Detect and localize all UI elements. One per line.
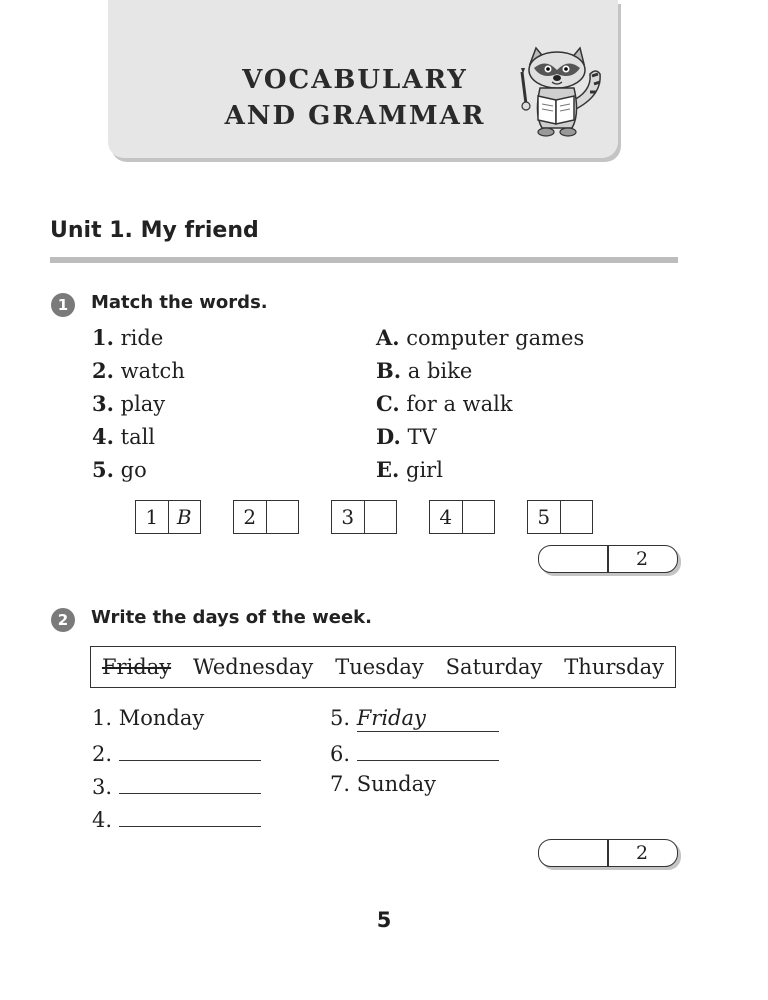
day-item-5: 5. Friday (330, 705, 499, 732)
day-filled-answer[interactable]: Friday (357, 705, 499, 732)
answer-box-1[interactable] (135, 500, 201, 534)
answer-box-input[interactable]: B (168, 501, 201, 533)
answer-box-input[interactable] (462, 501, 495, 533)
day-item-2: 2. (92, 738, 261, 767)
word-bank-item: Saturday (445, 655, 543, 679)
exercise-2-number-badge: 2 (51, 608, 75, 632)
match-left-item: 2. watch (92, 358, 185, 383)
section-title-line-1: VOCABULARY (242, 65, 468, 95)
word-bank-item: Tuesday (335, 655, 424, 679)
answer-box-number: 5 (537, 505, 551, 529)
match-right-item: B. a bike (376, 358, 473, 383)
raccoon-mascot-icon (508, 44, 608, 144)
word-bank-item: Wednesday (192, 655, 314, 679)
exercise-2-instruction: Write the days of the week. (91, 607, 372, 628)
match-right-item: C. for a walk (376, 391, 513, 416)
exercise-1-instruction: Match the words. (91, 292, 268, 313)
answer-box-input[interactable] (560, 501, 593, 533)
answer-box-number: 3 (341, 505, 355, 529)
day-item-3: 3. (92, 771, 261, 800)
answer-box-input[interactable] (266, 501, 299, 533)
day-blank-input[interactable] (119, 771, 261, 794)
day-blank-input[interactable] (119, 804, 261, 827)
day-blank-input[interactable] (119, 738, 261, 761)
match-right-item: D. TV (376, 424, 437, 449)
match-left-item: 3. play (92, 391, 166, 416)
page-number: 5 (376, 908, 392, 932)
day-item-4: 4. (92, 804, 261, 833)
match-right-item: E. girl (376, 457, 443, 482)
exercise-1-number-badge: 1 (51, 293, 75, 317)
section-title (205, 62, 505, 134)
answer-box-input[interactable] (364, 501, 397, 533)
match-right-item: A. computer games (376, 325, 585, 350)
match-left-item: 5. go (92, 457, 147, 482)
answer-box-number: 2 (243, 505, 257, 529)
answer-box-4[interactable] (429, 500, 495, 534)
word-bank (90, 646, 676, 688)
answer-box-3[interactable] (331, 500, 397, 534)
word-bank-item: Thursday (564, 655, 664, 679)
unit-title: Unit 1. My friend (50, 218, 259, 243)
answer-box-number: 4 (439, 505, 453, 529)
answer-box-number: 1 (145, 505, 159, 529)
day-blank-input[interactable] (357, 738, 499, 761)
day-item-6: 6. (330, 738, 499, 767)
exercise-1-score-box[interactable] (538, 545, 678, 573)
section-title-line-2: AND GRAMMAR (224, 101, 486, 131)
word-bank-item: Friday (101, 655, 172, 679)
answer-box-5[interactable] (527, 500, 593, 534)
day-item-7: 7. Sunday (330, 772, 436, 796)
match-left-item: 4. tall (92, 424, 156, 449)
score-max: 2 (635, 842, 649, 864)
match-left-item: 1. ride (92, 325, 164, 350)
answer-box-2[interactable] (233, 500, 299, 534)
score-max: 2 (635, 548, 649, 570)
unit-title-rule (50, 257, 678, 263)
exercise-2-score-box[interactable] (538, 839, 678, 867)
day-item-1: 1. Monday (92, 706, 205, 730)
